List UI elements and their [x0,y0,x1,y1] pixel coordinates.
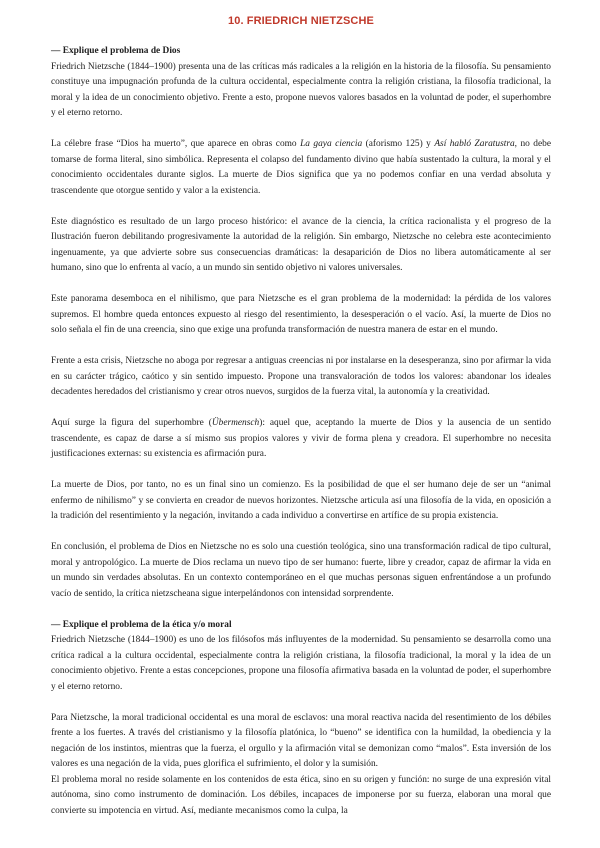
italic-term: Übermensch [211,418,260,428]
document-title: 10. FRIEDRICH NIETZSCHE [228,15,374,27]
paragraph: El problema moral no reside solamente en los contenidos de esta ética, sino en su origen y función: no surge de una expresión vital autónoma, sino como instrumento de dominación. Los débiles, incapaces de imponerse por su fuerza, elaboran una moral que convierte su impotencia en virtud. Así, mediante mecanismos como la culpa, la [51,774,551,816]
italic-book-title: Así habló Zaratustra [434,139,515,149]
section-heading-ethics: — Explique el problema de la ética y/o moral [51,619,232,630]
paragraph: La muerte de Dios, por tanto, no es un final sino un comienzo. Es la posibilidad de que el ser humano deje de ser un “animal enfermo de nihilismo” y se convierta en creador de nuevos horizontes. Nietzsche articula así una filosofía de la vida, en oposición a la tradición del resentimiento y la negación, invitando a cada individuo a convertirse en artífice de su propia existencia. [51,480,551,521]
paragraph: Para Nietzsche, la moral tradicional occidental es una moral de esclavos: una moral reactiva nacida del resentimiento de los débiles frente a los fuertes. A través del cristianismo y la filosofía platónica, lo “bueno” se identifica con la humildad, la obediencia y la negación de los instintos, mientras que la fuerza, el orgullo y la afirmación vital se demonizan como “malos”. Esta inversión de los valores es una negación de la vida, pues glorifica el sufrimiento, el dolor y la sumisión. [51,712,551,769]
text-run: Aquí surge la figura del superhombre ( [51,418,212,428]
paragraph: Friedrich Nietzsche (1844–1900) presenta una de las críticas más radicales a la religión en la historia de la filosofía. Su pensamiento constituye una impugnación profunda de la cultura occidental, especialmente contra la religión cristiana, la filosofía tradicional, la moral y la idea de un conocimiento objetivo. Frente a esto, propone nuevos valores basados en la voluntad de poder, el superhombre y el eterno retorno. [51,61,551,118]
paragraph: Frente a esta crisis, Nietzsche no aboga por regresar a antiguas creencias ni por instalarse en la desesperanza, sino por afirmar la vida en su carácter trágico, caótico y sin sentido impuesto. Propone una transvaloración de todos los valores: abandonar los ideales decadentes heredados del cristianismo y crear otros nuevos, surgidos de la fuerza vital, la autonomía y la creatividad. [51,356,551,397]
paragraph: Friedrich Nietzsche (1844–1900) es uno de los filósofos más influyentes de la modernidad. Su pensamiento se desarrolla como una crítica radical a la cultura occidental, especialmente contra la religión cristiana, la filosofía tradicional, la moral y la idea de un conocimiento objetivo. Frente a estas concepciones, propone una filosofía afirmativa basada en la voluntad de poder, el superhombre y el eterno retorno. [51,635,551,692]
section-heading-god: — Explique el problema de Dios [51,46,181,56]
text-run: La célebre frase “Dios ha muerto”, que aparece en obras como [51,139,301,149]
text-run: ): aquel que, aceptando la muerte de Dios y la ausencia de un sentido trascendente, es capaz de darse a sí mismo sus propios valores y vivir de forma plena y creadora. El superhombre no necesita justificaciones externas: su existencia es afirmación pura. [51,418,552,459]
paragraph [51,416,551,463]
text-run: , no debe tomarse de forma literal, sino simbólica. Representa el colapso del fundamento divino que había sustentado la cultura, la moral y el conocimiento occidentales durante siglos. La muerte de Dios significa que ya no podemos confiar en una verdad absoluta y trascendente que otorgue sentido y valor a la existencia. [51,139,551,196]
paragraph: Este diagnóstico es resultado de un largo proceso histórico: el avance de la ciencia, la crítica racionalista y el progreso de la Ilustración fueron debilitando progresivamente la autoridad de la religión. Sin embargo, Nietzsche no celebra este acontecimiento ingenuamente, ya que advierte sobre sus consecuencias dramáticas: la desaparición de Dios no libera automáticamente al ser humano, sino que lo enfrenta al vacío, a un mundo sin sentido objetivo ni valores universales. [51,216,551,273]
text-run: (aforismo 125) y [362,139,435,149]
paragraph: Este panorama desemboca en el nihilismo, que para Nietzsche es el gran problema de la modernidad: la pérdida de los valores supremos. El hombre queda entonces expuesto al riesgo del resentimiento, la desesperación o el vacío. Así, la muerte de Dios no solo señala el fin de una creencia, sino que exige una profunda transformación de nuestra manera de estar en el mundo. [51,294,551,335]
paragraph [51,137,551,199]
italic-book-title: La gaya ciencia [300,139,363,149]
paragraph: En conclusión, el problema de Dios en Nietzsche no es solo una cuestión teológica, sino una transformación radical de tipo cultural, moral y antropológico. La muerte de Dios reclama un nuevo tipo de ser humano: fuerte, libre y creador, capaz de afirmar la vida en un mundo sin verdades absolutas. En un contexto contemporáneo en el que muchas personas siguen enfrentándose a un profundo vacío de sentido, la crítica nietzscheana sigue interpelándonos con intensidad sorprendente. [51,542,551,599]
